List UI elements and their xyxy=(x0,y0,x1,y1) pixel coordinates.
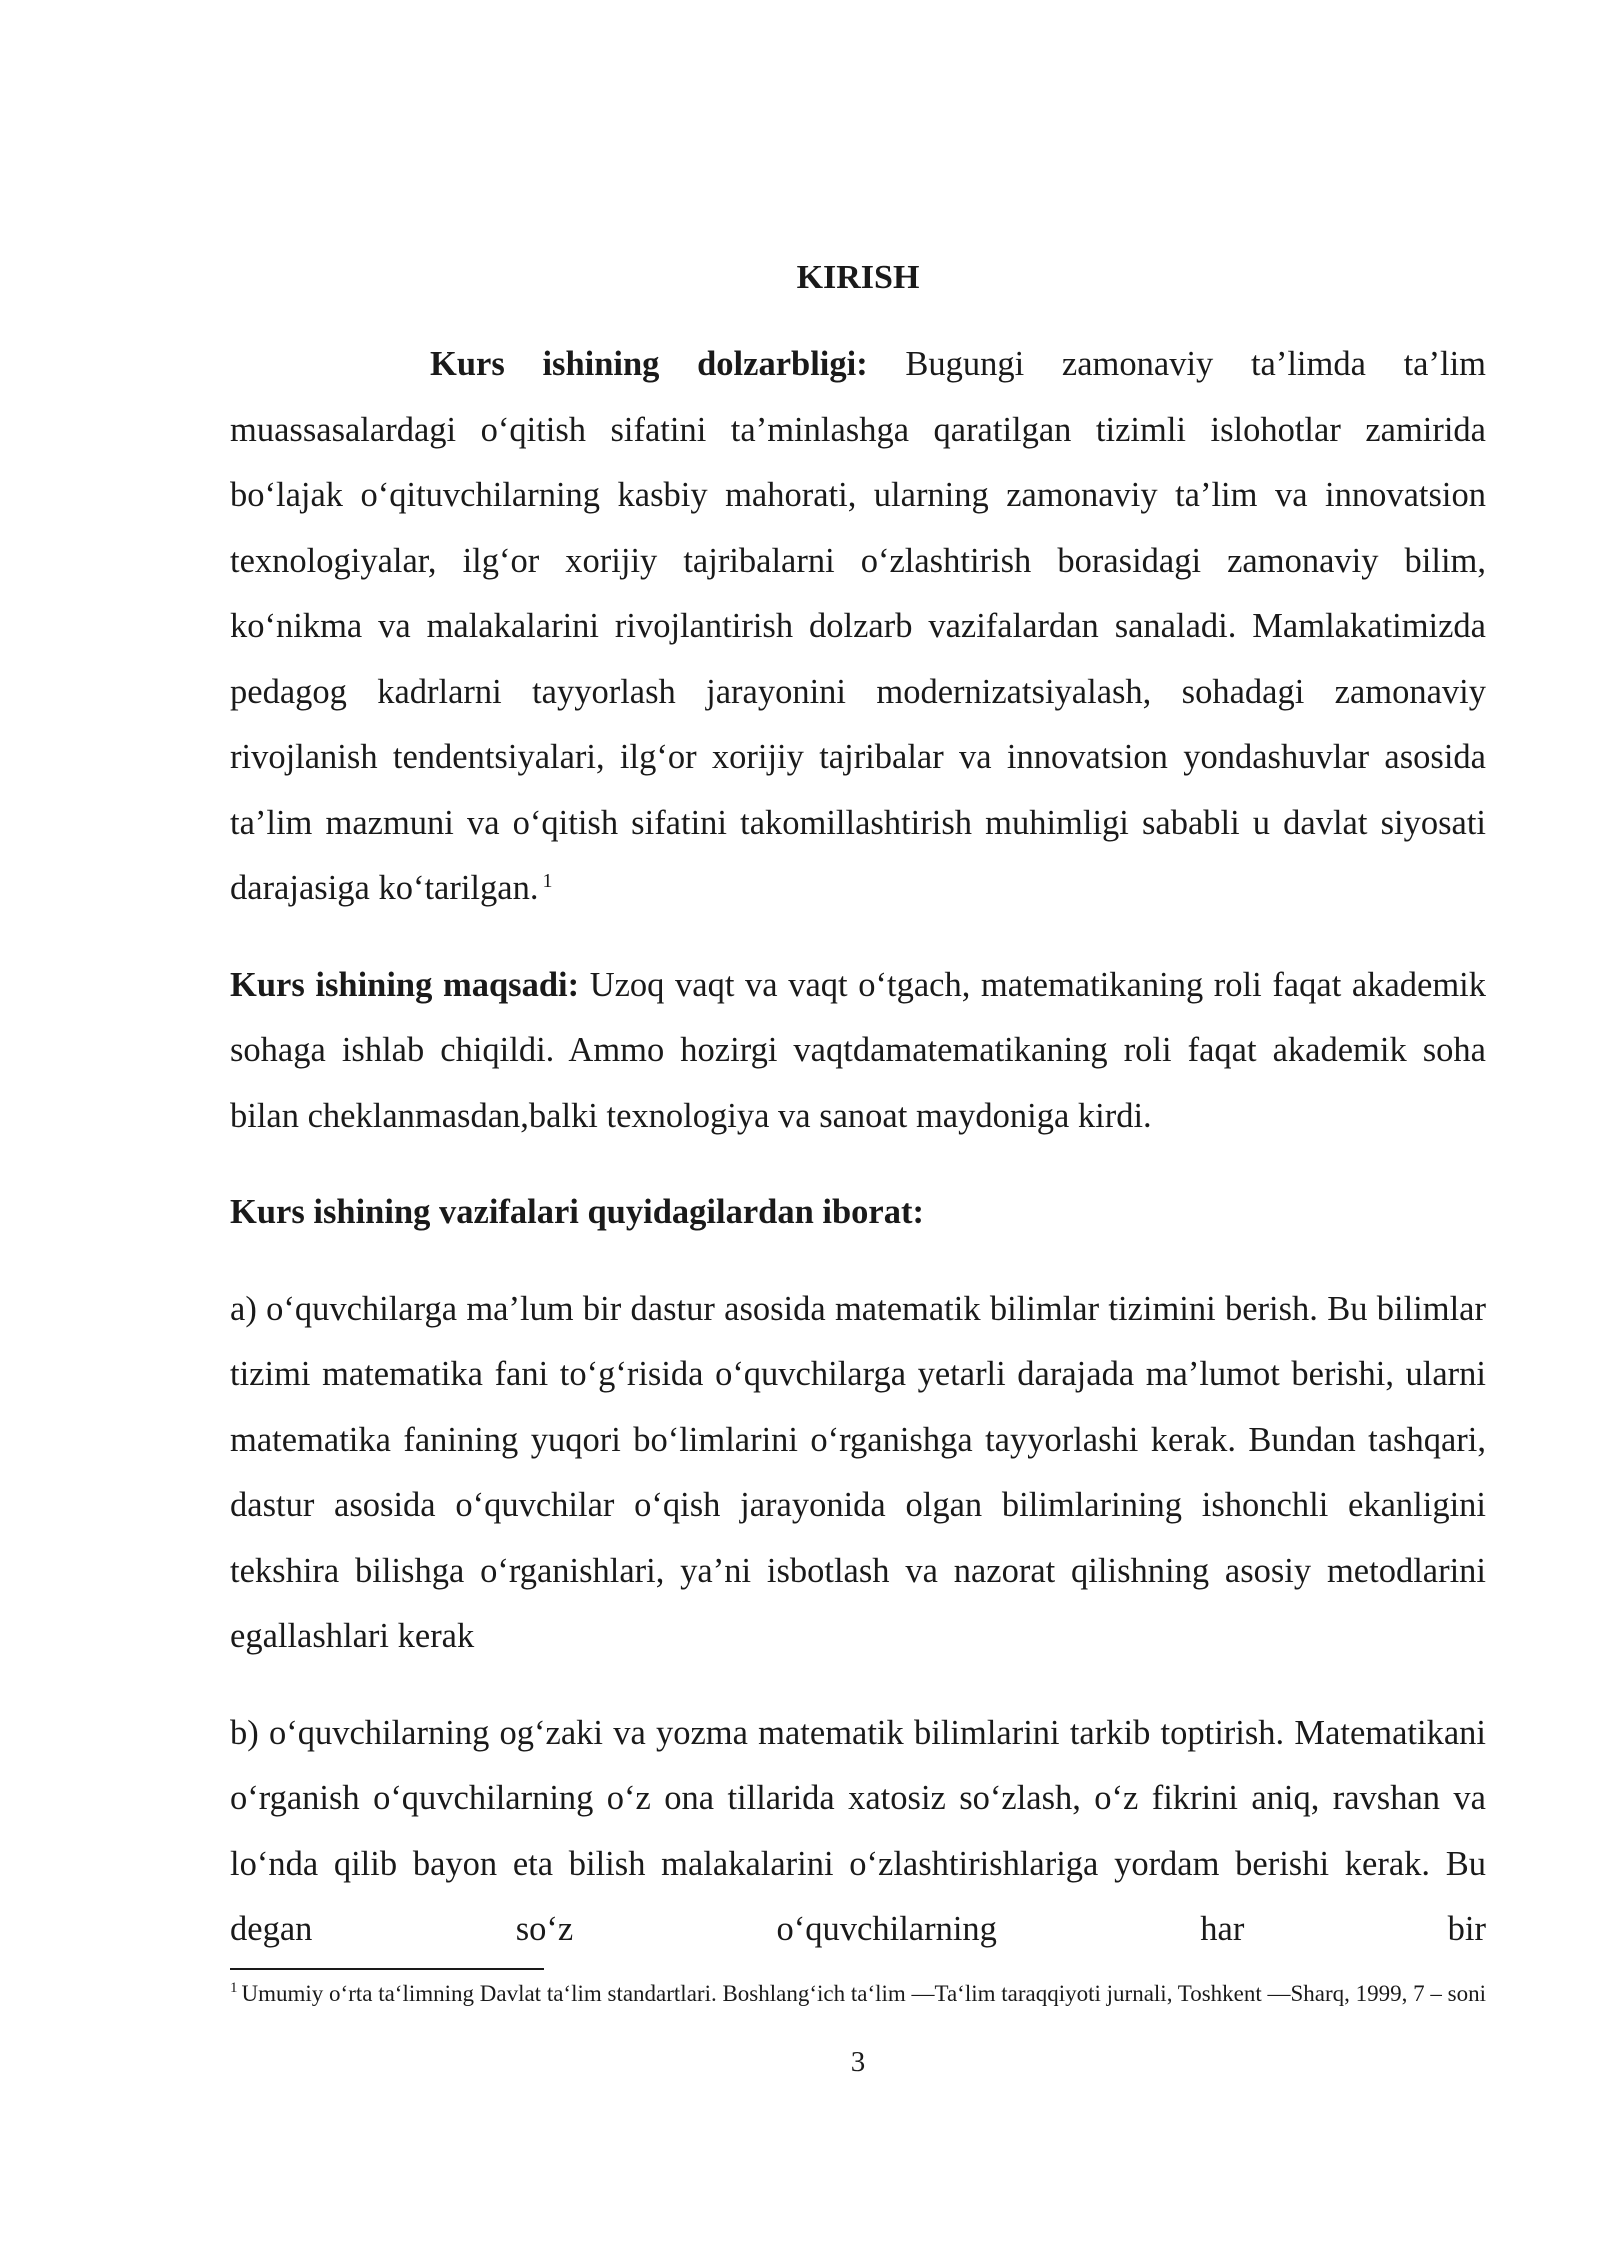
relevance-text: Bugungi zamonaviy ta’limda ta’lim muassasalardagi o‘qitish sifatini ta’minlashga qaratilgan tizimli islohotlar zamirida bo‘lajak o‘qituvchilarning kasbiy mahorati, ularning zamonaviy ta’lim va innovatsion texnologiyalar, ilg‘or xorijiy tajribalarni o‘zlashtirish borasidagi zamonaviy bilim, ko‘nikma va malakalarini rivojlantirish dolzarb vazifalardan sanaladi. Mamlakatimizda pedagog kadrlarni tayyorlash jarayonini modernizatsiyalash, sohadagi zamonaviy rivojlanish tendentsiyalari, ilg‘or xorijiy tajribalar va innovatsion yondashuvlar asosida ta’lim mazmuni va o‘qitish sifatini takomillashtirish muhimligi sababli u davlat siyosati darajasiga ko‘tarilgan. xyxy=(230,345,1486,907)
paragraph-goal xyxy=(230,953,1486,1150)
footnote-separator xyxy=(230,1968,544,1970)
footnote-reference[interactable]: 1 xyxy=(542,869,553,892)
paragraph-task-b: b) o‘quvchilarning og‘zaki va yozma matematik bilimlarini tarkib toptirish. Matematikani o‘rganish o‘quvchilarning o‘z ona tillarida xatosiz so‘zlash, o‘z fikrini aniq, ravshan va lo‘nda qilib bayon eta bilish malakalarini o‘zlashtirishlariga yordam berishi kerak. Bu degan so‘z o‘quvchilarning har bir xyxy=(230,1713,1486,1948)
page-body xyxy=(230,248,1486,1963)
footnote-number: 1 xyxy=(230,1980,238,1997)
paragraph-tasks-heading xyxy=(230,1180,1486,1246)
relevance-lead: Kurs ishining dolzarbligi: xyxy=(430,345,868,383)
paragraph-relevance xyxy=(230,332,1486,922)
goal-text: Uzoq vaqt va vaqt o‘tgach, matematikaning roli faqat akademik sohaga ishlab chiqildi. Ammo hozirgi vaqtdamatematikaning roli faqat akademik soha bilan cheklanmasdan,balki texnologiya va sanoat maydoniga kirdi. xyxy=(230,965,1486,1135)
footnote xyxy=(230,1978,1486,2010)
paragraph-task-a: a) o‘quvchilarga ma’lum bir dastur asosida matematik bilimlar tizimini berish. Bu bilimlar tizimi matematika fani to‘g‘risida o‘quvchilarga yetarli darajada ma’lumot berishi, ularni matematika fanining yuqori bo‘limlarini o‘rganishga tayyorlashi kerak. Bundan tashqari, dastur asosida o‘quvchilar o‘qish jarayonida olgan bilimlarining ishonchli ekanligini tekshira bilishga o‘rganishlari, ya’ni isbotlash va nazorat qilishning asosiy metodlarini egallashlari kerak xyxy=(230,1289,1486,1655)
goal-lead: Kurs ishining maqsadi: xyxy=(230,965,580,1004)
page-number: 3 xyxy=(850,2046,866,2078)
footnote-text: Umumiy o‘rta ta‘limning Davlat ta‘lim standartlari. Boshlang‘ich ta‘lim —Ta‘lim taraqqiyoti jurnali, Toshkent —Sharq, 1999, 7 – soni xyxy=(241,1981,1487,2006)
tasks-lead: Kurs ishining vazifalari quyidagilardan iborat: xyxy=(230,1193,924,1231)
chapter-heading: KIRISH xyxy=(796,259,920,296)
